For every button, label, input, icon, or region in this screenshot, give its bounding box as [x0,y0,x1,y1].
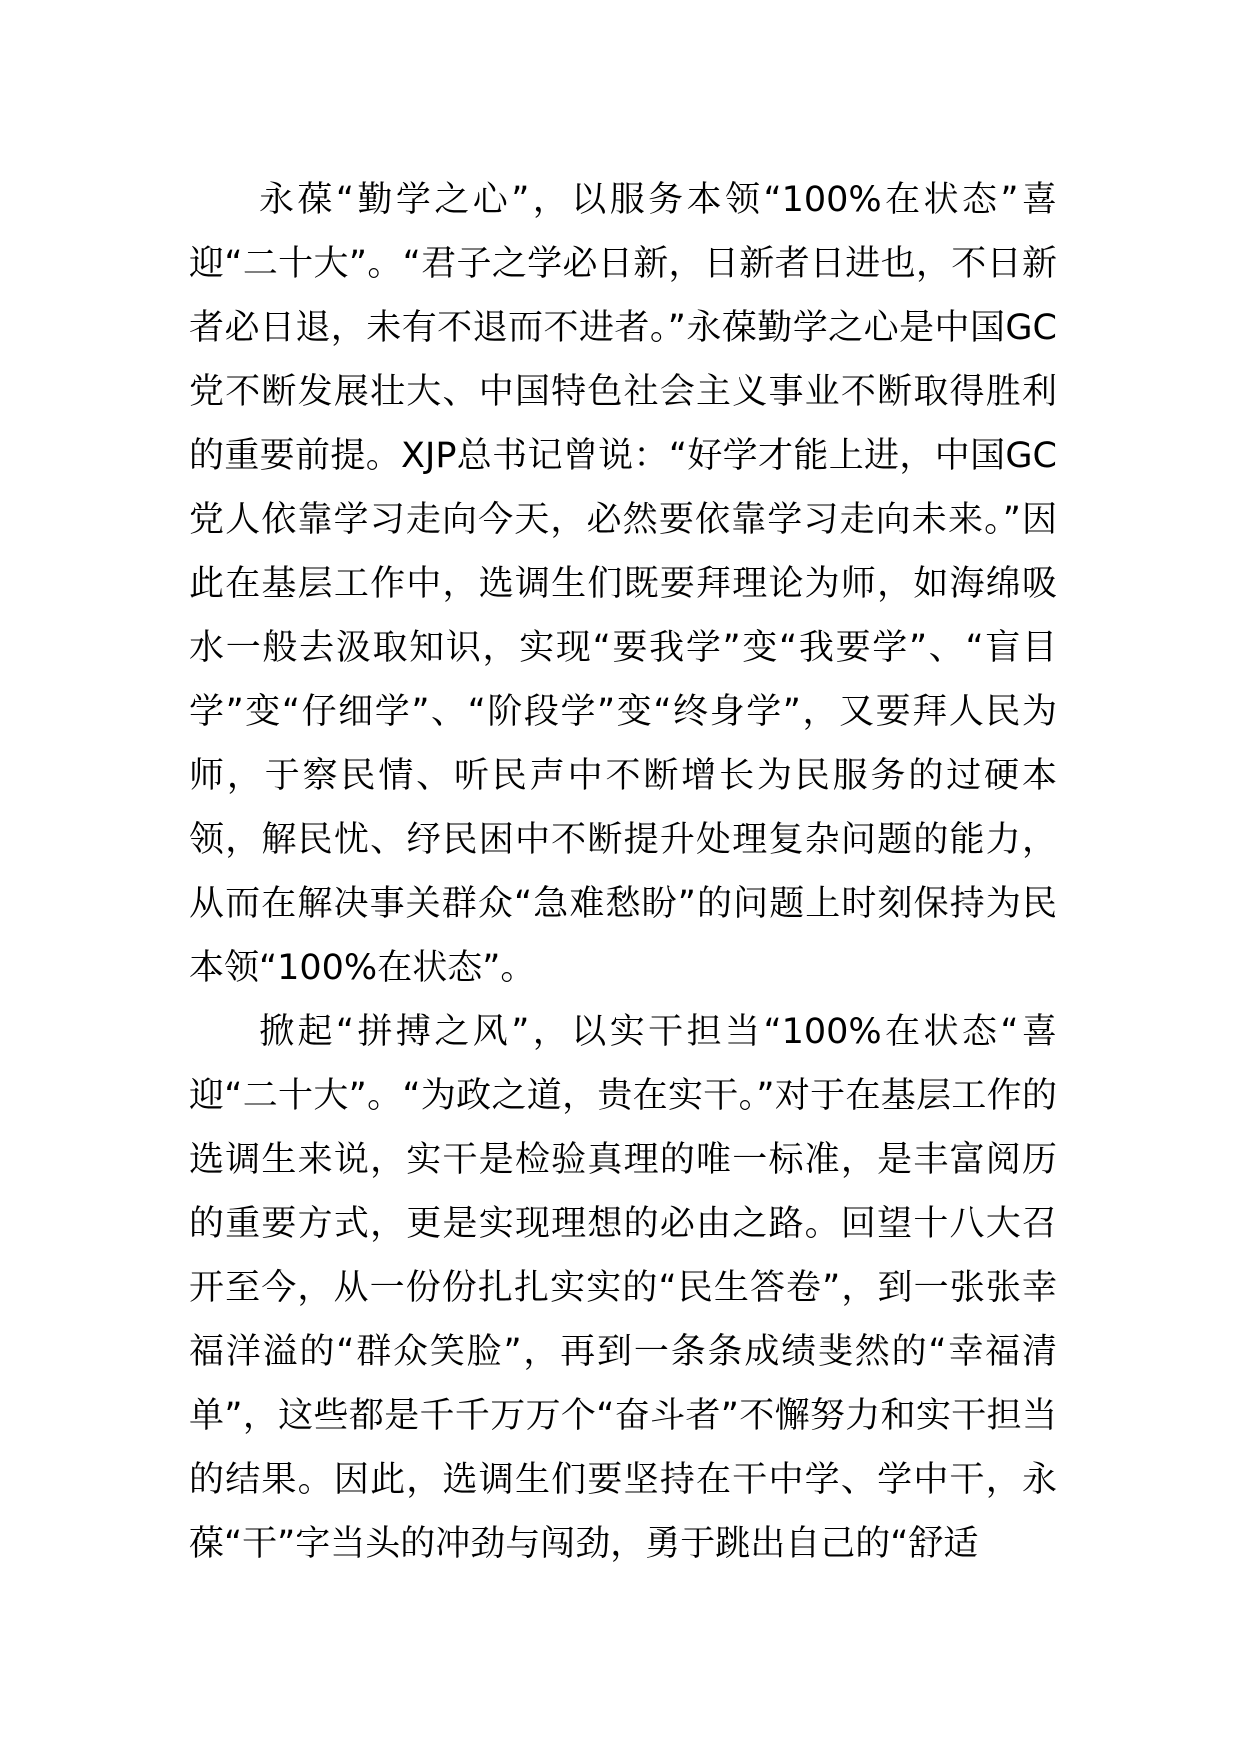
paragraph-struggle-spirit: 掀起“拼搏之风”，以实干担当“100%在状态“喜迎“二十大”。“为政之道，贵在实干。”对于在基层工作的选调生来说，实干是检验真理的唯一标准，是丰富阅历的重要方式，更是实现理想的必由之路。回望十八大召开至今，从一份份扎扎实实的“民生答卷”，到一张张幸福洋溢的“群众笑脸”，再到一条条成绩斐然的“幸福清单”，这些都是千千万万个“奋斗者”不懈努力和实干担当的结果。因此，选调生们要坚持在干中学、学中干，永葆“干”字当头的冲劲与闯劲，勇于跳出自己的“舒适 [189,1012,1057,1564]
paragraph-study-heart: 永葆“勤学之心”，以服务本领“100%在状态”喜迎“二十大”。“君子之学必日新，日新者日进也，不日新者必日退，未有不退而不进者。”永葆勤学之心是中国GC党不断发展壮大、中国特色社会主义事业不断取得胜利的重要前提。XJP总书记曾说：“好学才能上进，中国GC党人依靠学习走向今天，必然要依靠学习走向未来。”因此在基层工作中，选调生们既要拜理论为师，如海绵吸水一般去汲取知识，实现“要我学”变“我要学”、“盲目学”变“仔细学”、“阶段学”变“终身学”，又要拜人民为师，于察民情、听民声中不断增长为民服务的过硬本领，解民忧、纾民困中不断提升处理复杂问题的能力，从而在解决事关群众“急难愁盼”的问题上时刻保持为民本领“100%在状态”。 [189,180,1057,988]
document-body [189,168,1057,1576]
